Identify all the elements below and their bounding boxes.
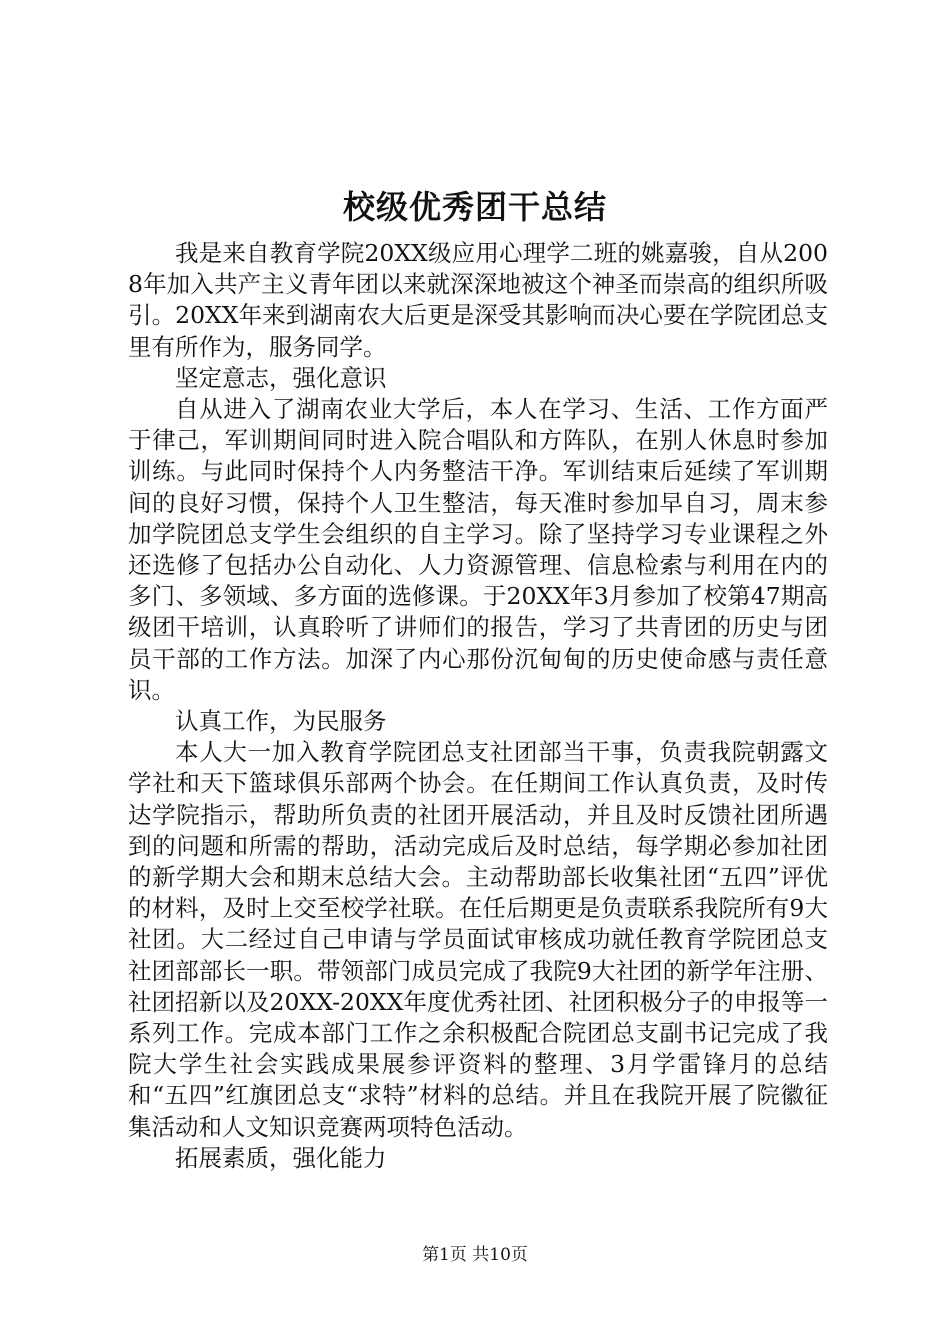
section-heading-willpower: 坚定意志，强化意识	[175, 363, 387, 392]
section-heading-ability: 拓展素质，强化能力	[175, 1143, 387, 1172]
paragraph-work: 本人大一加入教育学院团总支社团部当干事，负责我院朝露文学社和天下篮球俱乐部两个协会。在任期间工作认真负责，及时传达学院指示，帮助所负责的社团开展活动，并且及时反馈社团所遇到的问题和所需的帮助，活动完成后及时总结，每学期必参加社团的新学期大会和期末总结大会。主动帮助部长收集社团“五四”评优的材料，及时上交至校学社联。在任后期更是负责联系我院所有9大社团。大二经过自己申请与学员面试审核成功就任教育学院团总支社团部部长一职。带领部门成员完成了我院9大社团的新学年注册、社团招新以及20XX-20XX年度优秀社团、社团积极分子的申报等一系列工作。完成本部门工作之余积极配合院团总支副书记完成了我院大学生社会实践成果展参评资料的整理、3月学雷锋月的总结和“五四”红旗团总支“求特”材料的总结。并且在我院开展了院徽征集活动和人文知识竞赛两项特色活动。	[128, 738, 828, 1141]
document-title: 校级优秀团干总结	[342, 188, 607, 226]
document-body	[128, 238, 828, 1174]
paragraph-study: 自从进入了湖南农业大学后，本人在学习、生活、工作方面严于律己，军训期间同时进入院合唱队和方阵队，在别人休息时参加训练。与此同时保持个人内务整洁干净。军训结束后延续了军训期间的良好习惯，保持个人卫生整洁，每天准时参加早自习，周末参加学院团总支学生会组织的自主学习。除了坚持学习专业课程之外还选修了包括办公自动化、人力资源管理、信息检索与利用在内的多门、多领域、多方面的选修课。于20XX年3月参加了校第47期高级团干培训，认真聆听了讲师们的报告，学习了共青团的历史与团员干部的工作方法。加深了内心那份沉甸甸的历史使命感与责任意识。	[128, 395, 828, 704]
page-footer: 第1页 共10页	[422, 1245, 528, 1265]
section-heading-work: 认真工作，为民服务	[175, 707, 387, 736]
paragraph-intro: 我是来自教育学院20XX级应用心理学二班的姚嘉骏，自从2008年加入共产主义青年团以来就深深地被这个神圣而崇高的组织所吸引。20XX年来到湖南农大后更是深受其影响而决心要在学院团总支里有所作为，服务同学。	[128, 239, 828, 361]
